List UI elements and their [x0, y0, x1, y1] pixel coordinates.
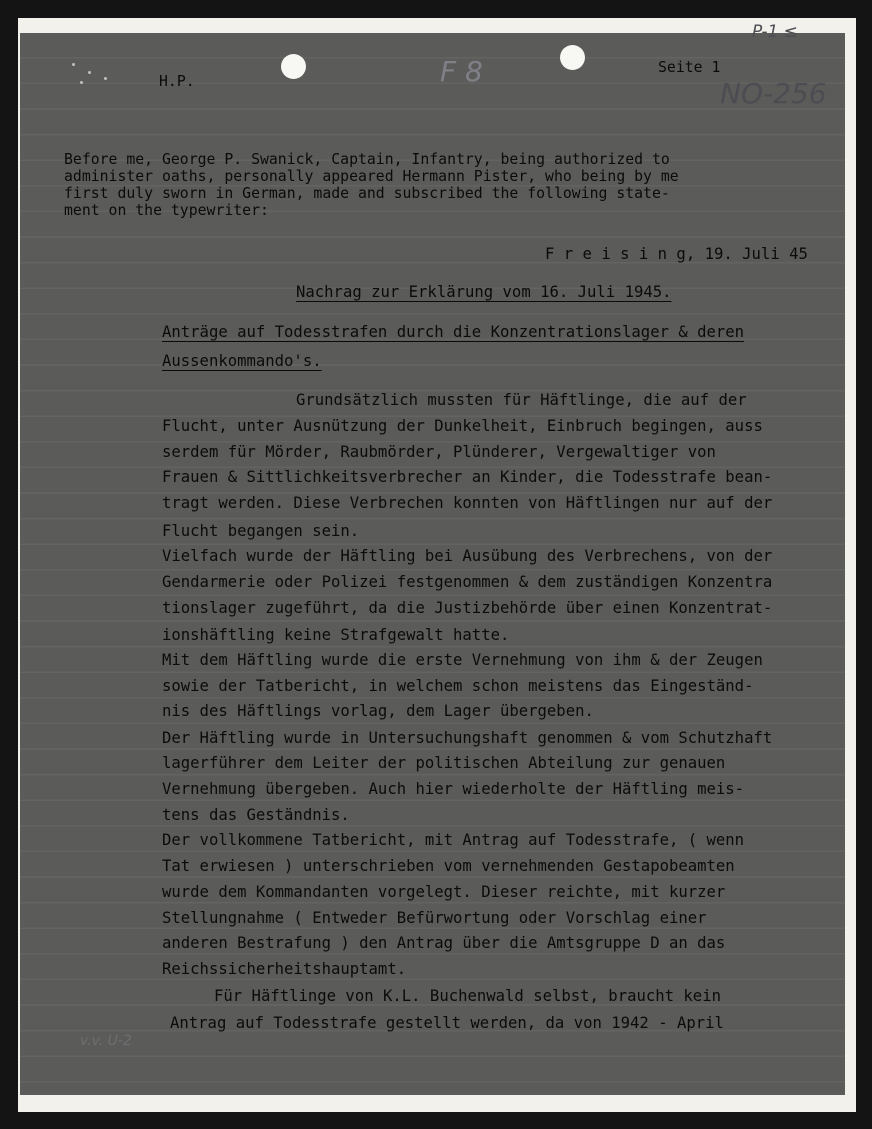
- document-page: [20, 22, 845, 1095]
- body-line: ionshäftling keine Strafgewalt hatte.: [162, 626, 510, 644]
- body-line: Tat erwiesen ) unterschrieben vom vernehmenden Gestapobeamten: [162, 857, 735, 875]
- body-line: Reichssicherheitshauptamt.: [162, 960, 407, 978]
- body-line: tragt werden. Diese Verbrechen konnten von Häftlingen nur auf der: [162, 494, 773, 512]
- handwritten-top-right-mark: P-1 ≤: [752, 22, 798, 42]
- oath-line: Before me, George P. Swanick, Captain, Infantry, being authorized to: [64, 151, 670, 168]
- body-line: Vielfach wurde der Häftling bei Ausübung des Verbrechens, von der: [162, 547, 773, 565]
- handwritten-box-mark: F 8: [440, 55, 483, 88]
- page-number: Seite 1: [658, 59, 721, 76]
- body-line: Vernehmung übergeben. Auch hier wiederholte der Häftling meis-: [162, 780, 745, 798]
- body-line: lagerführer dem Leiter der politischen Abteilung zur genauen: [162, 754, 726, 772]
- subtitle-line: Aussenkommando's.: [162, 352, 322, 370]
- body-line: Flucht, unter Ausnützung der Dunkelheit, Einbruch begingen, auss: [162, 417, 763, 435]
- oath-line: ment on the typewriter:: [64, 202, 269, 219]
- subtitle-line: Anträge auf Todesstrafen durch die Konzentrationslager & deren: [162, 323, 745, 341]
- body-line: tionslager zugeführt, da die Justizbehörde über einen Konzentrat-: [162, 599, 773, 617]
- body-line: Antrag auf Todesstrafe gestellt werden, da von 1942 - April: [170, 1014, 724, 1032]
- header-initials: H.P.: [159, 73, 195, 90]
- body-line: tens das Geständnis.: [162, 806, 350, 824]
- dateline: F r e i s i n g, 19. Juli 45: [545, 245, 808, 263]
- body-line: serdem für Mörder, Raubmörder, Plünderer, Vergewaltiger von: [162, 443, 716, 461]
- body-line: Grundsätzlich mussten für Häftlinge, die auf der: [296, 391, 747, 409]
- body-line: Stellungnahme ( Entweder Befürwortung oder Vorschlag einer: [162, 909, 707, 927]
- body-line: Für Häftlinge von K.L. Buchenwald selbst, braucht kein: [214, 987, 721, 1005]
- oath-line: first duly sworn in German, made and subscribed the following state-: [64, 185, 670, 202]
- oath-line: administer oaths, personally appeared Hermann Pister, who being by me: [64, 168, 679, 185]
- punch-hole-left: [281, 54, 306, 79]
- document-title: Nachrag zur Erklärung vom 16. Juli 1945.: [296, 283, 672, 301]
- body-line: Gendarmerie oder Polizei festgenommen & dem zuständigen Konzentra: [162, 573, 773, 591]
- handwritten-bottom-mark: v.v. U-2: [80, 1033, 132, 1049]
- body-line: nis des Häftlings vorlag, dem Lager übergeben.: [162, 702, 594, 720]
- body-line: Der Häftling wurde in Untersuchungshaft genommen & vom Schutzhaft: [162, 729, 773, 747]
- body-line: sowie der Tatbericht, in welchem schon meistens das Eingeständ-: [162, 677, 754, 695]
- handwritten-document-number: NO-256: [720, 77, 827, 110]
- body-line: Mit dem Häftling wurde die erste Vernehmung von ihm & der Zeugen: [162, 651, 763, 669]
- body-line: Der vollkommene Tatbericht, mit Antrag auf Todesstrafe, ( wenn: [162, 831, 745, 849]
- punch-hole-right: [560, 45, 585, 70]
- dust-speck: [80, 81, 83, 84]
- dust-speck: [104, 77, 107, 80]
- body-line: anderen Bestrafung ) den Antrag über die Amtsgruppe D an das: [162, 934, 726, 952]
- dust-speck: [72, 63, 75, 66]
- dust-speck: [88, 71, 91, 74]
- body-line: Frauen & Sittlichkeitsverbrecher an Kinder, die Todesstrafe bean-: [162, 468, 773, 486]
- body-line: wurde dem Kommandanten vorgelegt. Dieser reichte, mit kurzer: [162, 883, 726, 901]
- body-line: Flucht begangen sein.: [162, 522, 360, 540]
